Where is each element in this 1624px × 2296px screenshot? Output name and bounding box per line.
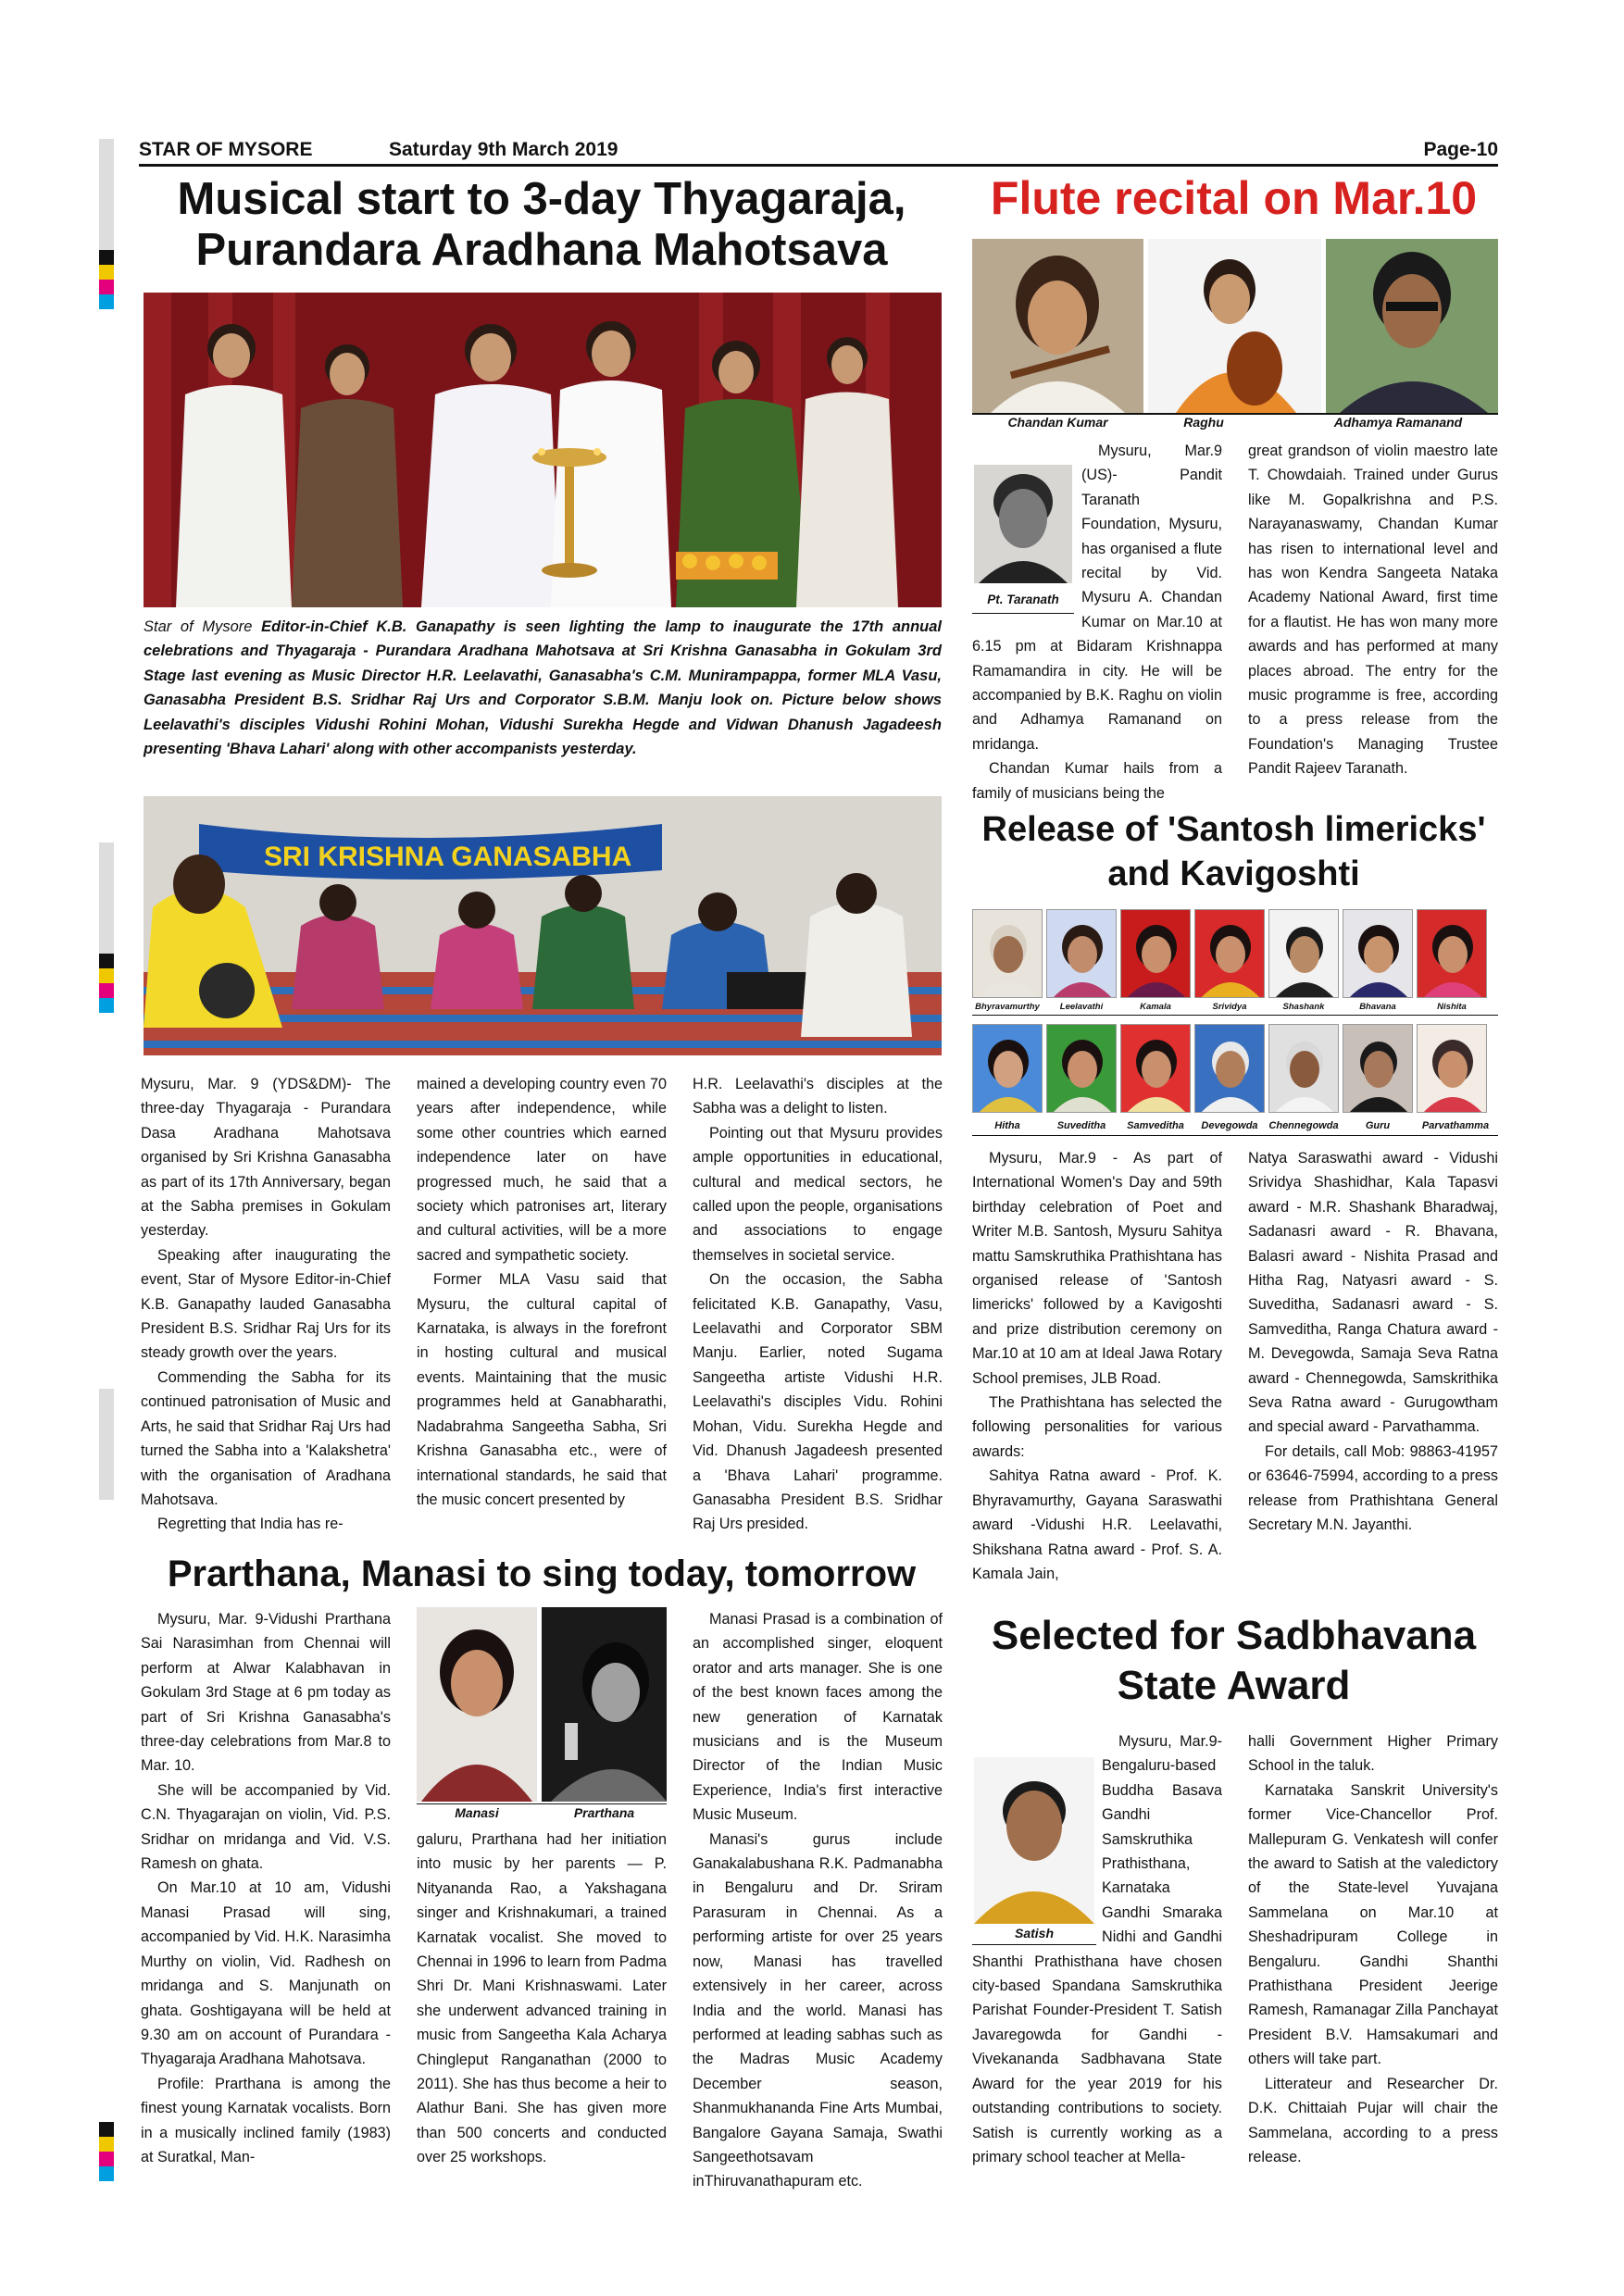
portrait-parvathamma xyxy=(1417,1024,1487,1113)
santosh-column-1 xyxy=(972,1146,1222,1586)
santosh-col2-para1: Natya Saraswathi award - Vidushi Srividya Shashidhar, Kala Tapasvi award - M.R. Shashank Bharadwaj, Sadanasri award - R. Bhavana, Balasri award - Nishita Prasad and Hitha Rag, Natyasri award - S. Suveditha, Sadanasri award - S. Samveditha, Ranga Chatura award - M. Devegowda, Samaja Seva Ratna award - Chennegowda, Samskrithika Seva Ratna award - Gurugowtham and special award - Parvathamma. xyxy=(1248,1150,1498,1436)
lead-headline-line1: Musical start to 3-day Thyagaraja, xyxy=(177,174,906,224)
registration-marks-bottom xyxy=(99,2122,114,2181)
flute-column-2 xyxy=(1248,439,1498,781)
lead-headline-line2: Purandara Aradhana Mahotsava xyxy=(195,224,888,275)
portrait-srividya xyxy=(1194,909,1265,998)
lead-column-2 xyxy=(417,1072,667,1512)
lead-col1-para4: Regretting that India has re- xyxy=(157,1516,344,1533)
manasi-photo xyxy=(417,1607,537,1802)
registration-marks-low xyxy=(99,1389,114,1500)
lead-col3-para2: Pointing out that Mysuru provides ample opportunities in educational, cultural and medical sectors, he called upon the people, organisations and associations to engage themselves in societal service. xyxy=(693,1124,943,1264)
santosh-column-2 xyxy=(1248,1146,1498,1538)
santosh-col2-para2: For details, call Mob: 98863-41957 or 63646-75994, according to a press release from Prathishtana General Secretary M.N. Jayanthi. xyxy=(1248,1442,1498,1534)
label-nishita: Nishita xyxy=(1437,1002,1467,1012)
prarthana-col3-para1: Manasi Prasad is a combination of an accomplished singer, eloquent orator and arts manager. She is one of the best known faces among the new generation of Karnatak musicians and is the Museum Director of the Indian Music Experience, India's first interactive Music Museum. xyxy=(693,1611,943,1824)
portrait-guru xyxy=(1343,1024,1413,1113)
sabha-banner-text: SRI KRISHNA GANASABHA xyxy=(264,842,632,872)
santosh-col1-para1: Mysuru, Mar.9 - As part of International Women's Day and 59th birthday celebration of Poet and Writer M.B. Santosh, Mysuru Sahitya mattu Samskruthika Prathishtana has organised release of 'Santosh limericks' followed by a Kavigoshti and prize distribution ceremony on Mar.10 at 10 am at Ideal Jawa Rotary School premises, JLB Road. xyxy=(972,1150,1222,1387)
prarthana-col1-para1: Mysuru, Mar. 9-Vidushi Prarthana Sai Narasimhan from Chennai will perform at Alwar Kalabhavan in Gokulam 3rd Stage at 6 pm today as part of Sri Krishna Ganasabha's three-day celebrations from Mar.8 to Mar. 10. xyxy=(141,1611,391,1775)
portrait-devegowda xyxy=(1194,1024,1265,1113)
label-samveditha: Samveditha xyxy=(1127,1120,1184,1131)
santosh-headline xyxy=(968,807,1500,896)
label-srividya: Srividya xyxy=(1212,1002,1247,1012)
portrait-suveditha xyxy=(1046,1024,1117,1113)
raghu-photo xyxy=(1148,239,1321,413)
lamp-lighting-photo xyxy=(144,293,942,607)
sadbhavana-col1-para1: Mysuru, Mar.9- Bengaluru-based Buddha Basava Gandhi Samskruthika Prathisthana, Karnataka Gandhi Smaraka Nidhi and Gandhi Shanthi Prathisthana have chosen city-based Spandana Samskruthika Parishat Founder-President T. Satish Javaregowda for Gandhi - Vivekananda Sadbhavana State Award for the year 2019 for his outstanding contributions to society. Satish is currently working as a primary school teacher at Mella- xyxy=(972,1733,1222,2165)
label-shashank: Shashank xyxy=(1282,1002,1325,1012)
lead-col1-para2: Speaking after inaugurating the event, Star of Mysore Editor-in-Chief K.B. Ganapathy lauded Ganasabha President B.S. Sridhar Raj Urs for its steady growth over the years. xyxy=(141,1246,391,1362)
santosh-col1-para3: Sahitya Ratna award - Prof. K. Bhyravamurthy, Gayana Saraswathi award -Vidushi H.R. Leelavathi, Shikshana Ratna award - Prof. S. A. Kamala Jain, xyxy=(972,1467,1222,1582)
label-bhyravamurthy: Bhyravamurthy xyxy=(975,1002,1040,1012)
portrait-samveditha xyxy=(1120,1024,1191,1113)
santosh-row1-rule xyxy=(972,1015,1498,1016)
caption-text: Editor-in-Chief K.B. Ganapathy is seen lighting the lamp to inaugurate the 17th annual celebrations and Thyagaraja - Purandara Aradhana Mahotsava at Sri Krishna Ganasabha in Gokulam 3rd Stage last evening as Music Director H.R. Leelavathi, Ganasabha's C.M. Munirampappa, former MLA Vasu, Ganasabha President B.S. Sridhar Raj Urs and Corporator S.B.M. Manju look on. Picture below shows Leelavathi's disciples Vidushi Rohini Mohan, Vidushi Surekha Hegde and Vidwan Dhanush Jagadeesh presenting 'Bhava Lahari' along with other accompanists yesterday. xyxy=(144,618,942,758)
lead-col1-para1: Mysuru, Mar. 9 (YDS&DM)- The three-day Thyagaraja - Purandara Dasa Aradhana Mahotsava organised by Sri Krishna Ganasabha as part of its 17th Anniversary, began at the Sabha premises in Gokulam yesterday. xyxy=(141,1076,391,1240)
label-devegowda: Devegowda xyxy=(1201,1120,1258,1131)
prarthana-col1-para2: She will be accompanied by Vid. C.N. Thyagarajan on violin, Vid. P.S. Sridhar on mridanga and Vid. V.S. Ramesh on ghata. xyxy=(141,1781,391,1873)
issue-date: Saturday 9th March 2019 xyxy=(389,139,618,160)
label-pt-taranath: Pt. Taranath xyxy=(987,593,1059,606)
sadbhavana-column-2 xyxy=(1248,1729,1498,2169)
sadbhavana-col2-para3: Litterateur and Researcher Dr. D.K. Chittaiah Pujar will chair the Sammelana, according to a press release. xyxy=(1248,2075,1498,2165)
prarthana-column-2 xyxy=(417,1828,667,2170)
adhamya-ramanand-photo xyxy=(1326,239,1498,413)
label-guru: Guru xyxy=(1365,1120,1391,1131)
santosh-headline-line2: and Kavigoshti xyxy=(1107,855,1360,893)
caption-credit: Star of Mysore xyxy=(144,618,262,635)
prarthana-photo-rule xyxy=(417,1803,667,1804)
portrait-bhyravamurthy xyxy=(972,909,1043,998)
lead-col2-para1: mained a developing country even 70 years after independence, while some other countries which earned independence later on have progressed much, he said that a society which patronises art, literary and cultural activities, will be a more sacred and sympathetic society. xyxy=(417,1076,667,1264)
portrait-chennegowda xyxy=(1268,1024,1339,1113)
flute-headline: Flute recital on Mar.10 xyxy=(990,172,1478,224)
lead-headline xyxy=(139,174,944,276)
portrait-hitha xyxy=(972,1024,1043,1113)
label-adhamya-ramanand: Adhamya Ramanand xyxy=(1333,415,1463,430)
santosh-headline-line1: Release of 'Santosh limericks' xyxy=(981,810,1486,849)
santosh-row2-rule xyxy=(972,1135,1498,1136)
lead-column-1 xyxy=(141,1072,391,1537)
chandan-kumar-photo xyxy=(972,239,1143,413)
registration-marks-mid xyxy=(99,842,114,1013)
label-suveditha: Suveditha xyxy=(1056,1120,1106,1131)
flute-col1-para2: Chandan Kumar hails from a family of musicians being the xyxy=(972,760,1222,802)
prarthana-col3-para2: Manasi's gurus include Ganakalabushana R.K. Padmanabha in Bengaluru and Dr. Sriram Parasuram in Chennai. As a performing artiste for over 25 years now, Manasi has travelled extensively in her career, across India and the world. Manasi has performed at leading sabhas such as the Madras Music Academy December season, Shanmukhananda Fine Arts Mumbai, Bangalore Gayana Samaja, Swathi Sangeethotsavam inThiruvanathapuram etc. xyxy=(693,1830,943,2190)
label-chennegowda: Chennegowda xyxy=(1268,1120,1339,1131)
prarthana-headline: Prarthana, Manasi to sing today, tomorrow xyxy=(167,1554,917,1594)
lead-col2-para2: Former MLA Vasu said that Mysuru, the cultural capital of Karnataka, is always in the forefront in hosting cultural and musical events. Maintaining that the music programmes held at Ganabharathi, Nadabrahma Sangeetha Sabha, Sri Krishna Ganasabha etc., were of international standards, he said that the music concert presented by xyxy=(417,1271,667,1508)
prarthana-col1-para4: Profile: Prarthana is among the finest young Karnatak vocalists. Born in a musically inclined family (1983) at Suratkal, Man- xyxy=(141,2075,391,2165)
page-header xyxy=(139,135,1498,167)
sadbhavana-headline-line1: Selected for Sadbhavana xyxy=(991,1613,1477,1658)
sadbhavana-column-1 xyxy=(972,1729,1222,2169)
portrait-bhavana xyxy=(1343,909,1413,998)
prarthana-column-1 xyxy=(141,1607,391,2169)
page-number: Page-10 xyxy=(1423,139,1498,160)
label-manasi: Manasi xyxy=(455,1805,499,1820)
paper-name: STAR OF MYSORE xyxy=(139,139,313,160)
prarthana-col1-para3: On Mar.10 at 10 am, Vidushi Manasi Prasad will sing, accompanied by Vid. H.K. Narasimha Murthy on violin, Vid. Radhesh on mridanga and S. Manjunath on ghata. Goshtigayana will be held at 9.30 am on account of Purandara - Thyagaraja Aradhana Mahotsava. xyxy=(141,1879,391,2068)
portrait-nishita xyxy=(1417,909,1487,998)
registration-marks-top xyxy=(99,139,114,309)
flute-column-1 xyxy=(972,439,1222,805)
label-hitha: Hitha xyxy=(994,1120,1020,1131)
label-parvathamma: Parvathamma xyxy=(1421,1120,1490,1131)
portrait-leelavathi xyxy=(1046,909,1117,998)
label-chandan-kumar: Chandan Kumar xyxy=(1007,415,1108,430)
bhava-lahari-photo xyxy=(144,796,942,1055)
label-bhavana: Bhavana xyxy=(1359,1002,1396,1012)
lead-col1-para3: Commending the Sabha for its continued patronisation of Music and Arts, he said that Sridhar Raj Urs had turned the Sabha into a 'Kalakshetra' with the organisation of Aradhana Mahotsava. xyxy=(141,1368,391,1508)
santosh-col1-para2: The Prathishtana has selected the following personalities for various awards: xyxy=(972,1394,1222,1460)
flute-col1-para1: Mysuru, Mar.9 (US)- Pandit Taranath Foundation, Mysuru, has organised a flute recital by Vid. Mysuru A. Chandan Kumar on Mar.10 at 6.15 pm at Bidaram Krishnappa Ramamandira in city. He will be accompanied by B.K. Raghu on violin and Adhamya Ramanand on mridanga. xyxy=(972,443,1222,753)
lead-photo-caption xyxy=(144,615,942,761)
lead-col3-para3: On the occasion, the Sabha felicitated K.B. Ganapathy, Vasu, Leelavathi and Corporator SBM Manju. Earlier, noted Sugama Sangeetha artiste Vidushi H.R. Leelavathi's disciples Vidu. Rohini Mohan, Vidu. Surekha Hegde and Vid. Dhanush Jagadeesh presented a 'Bhava Lahari' programme. Ganasabha President B.S. Sridhar Raj Urs presided. xyxy=(693,1271,943,1533)
sadbhavana-col2-para2: Karnataka Sanskrit University's former Vice-Chancellor Prof. Mallepuram G. Venkatesh will confer the award to Satish at the valedictory of the State-level Yuvajana Sammelana on Mar.10 at Sheshadripuram College in Bengaluru. Gandhi Shanthi Prathisthana President Jeerige Ramesh, Ramanagar Zilla Panchayat President B.V. Hamsakumari and others will take part. xyxy=(1248,1781,1498,2068)
portrait-shashank xyxy=(1268,909,1339,998)
label-prarthana: Prarthana xyxy=(573,1805,635,1820)
sadbhavana-headline xyxy=(968,1611,1500,1711)
label-satish: Satish xyxy=(1014,1926,1054,1940)
lead-column-3 xyxy=(693,1072,943,1537)
sadbhavana-headline-line2: State Award xyxy=(1117,1663,1351,1708)
prarthana-col2-para1: galuru, Prarthana had her initiation into music by her parents — P. Nityananda Rao, a Yakshagana singer and Krishnakumari, a trained Karnatak vocalist. She moved to Chennai in 1996 to learn from Padma Shri Dr. Mani Krishnaswami. Later she underwent advanced training in music from Sangeetha Kala Acharya Chingleput Ranganathan (2000 to 2011). She has thus become a heir to Alathur Bani. She has given more than 500 concerts and conducted over 25 workshops. xyxy=(417,1831,667,2166)
lead-col3-para1: H.R. Leelavathi's disciples at the Sabha was a delight to listen. xyxy=(693,1076,943,1117)
prarthana-photo xyxy=(542,1607,667,1802)
portrait-kamala xyxy=(1120,909,1191,998)
prarthana-column-3 xyxy=(693,1607,943,2194)
flute-col2-para1: great grandson of violin maestro late T. Chowdaiah. Trained under Gurus like M. Gopalkrishna and P.S. Narayanaswamy, Chandan Kumar has risen to international level and has won Kendra Sangeeta Nataka Academy National Award, first time for a flautist. He has won many more awards and has performed at many places abroad. The entry for the music programme is free, according to a press release from the Foundation's Managing Trustee Pandit Rajeev Taranath. xyxy=(1248,443,1498,778)
label-kamala: Kamala xyxy=(1140,1002,1171,1012)
label-raghu: Raghu xyxy=(1183,415,1224,430)
label-leelavathi: Leelavathi xyxy=(1059,1002,1104,1012)
sadbhavana-col2-para1: halli Government Higher Primary School in the taluk. xyxy=(1248,1733,1498,1775)
